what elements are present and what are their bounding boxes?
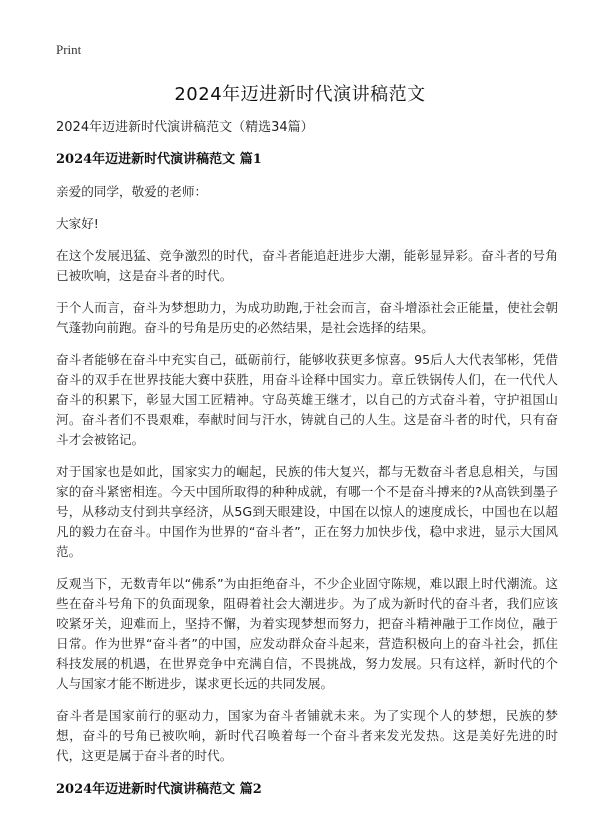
paragraph-body: 在这个发展迅猛、竞争激烈的时代，奋斗者能追赶进步大潮，能彰显异彩。奋斗者的号角已被吹响，这是奋斗者的时代。 <box>56 248 558 283</box>
paragraph-greeting: 大家好! <box>56 216 99 231</box>
section-heading-1: 2024年迈进新时代演讲稿范文 篇1 <box>56 152 262 167</box>
paragraph-body: 奋斗者能够在奋斗中充实自己，砥砺前行，能够收获更多惊喜。95后人大代表邹彬，凭借奋斗的双手在世界技能大赛中获胜，用奋斗诠释中国实力。章丘铁锅传人们，在一代代人奋斗的积累下，彰显大国工匠精神。守岛英雄王继才，以自己的方式奋斗着，守护祖国山河。奋斗者们不畏艰难，奉献时间与汗水，铸就自己的人生。这是奋斗者的时代，只有奋斗才会被铭记。 <box>56 352 558 447</box>
document-subtitle: 2024年迈进新时代演讲稿范文（精选34篇） <box>56 120 314 135</box>
paragraph-body: 奋斗者是国家前行的驱动力，国家为奋斗者铺就未来。为了实现个人的梦想，民族的梦想，奋斗的号角已被吹响，新时代召唤着每一个奋斗者来发光发热。这是美好先进的时代，这更是属于奋斗者的时代。 <box>56 708 558 763</box>
print-label: Print <box>56 42 82 57</box>
paragraph-body: 于个人而言，奋斗为梦想助力，为成功助跑,于社会而言，奋斗增添社会正能量，使社会朝气蓬勃向前跑。奋斗的号角是历史的必然结果，是社会选择的结果。 <box>56 300 558 335</box>
document-title: 2024年迈进新时代演讲稿范文 <box>174 84 426 105</box>
paragraph-body: 对于国家也是如此，国家实力的崛起，民族的伟大复兴，都与无数奋斗者息息相关，与国家的奋斗紧密相连。今天中国所取得的种种成就，有哪一个不是奋斗搏来的?从高铁到墨子号，从移动支付到共享经济，从5G到天眼建设，中国在以惊人的速度成长，中国也在以超凡的毅力在奋斗。中国作为世界的“奋斗者”，正在努力加快步伐，稳中求进，显示大国风范。 <box>56 464 558 559</box>
section-heading-2: 2024年迈进新时代演讲稿范文 篇2 <box>56 782 262 797</box>
paragraph-body: 反观当下，无数青年以“佛系”为由拒绝奋斗，不少企业固守陈规，难以跟上时代潮流。这些在奋斗号角下的负面现象，阻碍着社会大潮进步。为了成为新时代的奋斗者，我们应该咬紧牙关，迎难而上，坚持不懈，为着实现梦想而努力，把奋斗精神融于工作岗位，融于日常。作为世界“奋斗者”的中国，应发动群众奋斗起来，营造积极向上的奋斗社会，抓住科技发展的机遇，在世界竞争中充满自信，不畏挑战，努力发展。只有这样，新时代的个人与国家才能不断进步，谋求更长远的共同发展。 <box>56 576 558 691</box>
paragraph-salutation: 亲爱的同学，敬爱的老师： <box>56 184 208 199</box>
document-body <box>56 118 558 812</box>
